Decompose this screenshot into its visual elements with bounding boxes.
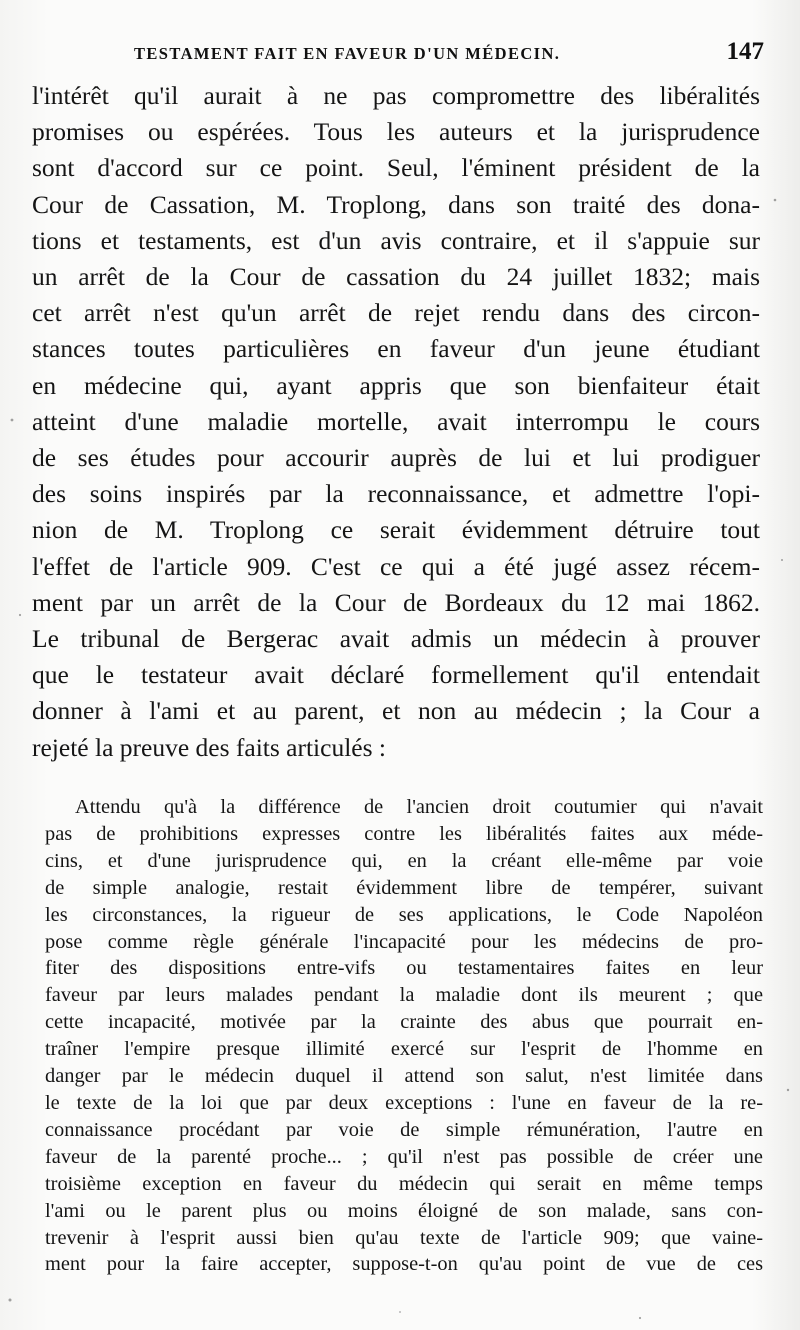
text-line: sont d'accord sur ce point. Seul, l'éminent président de la (32, 153, 760, 183)
text-line: des soins inspirés par la reconnaissance, et admettre l'opi- (32, 479, 760, 509)
text-line: cet arrêt n'est qu'un arrêt de rejet rendu dans des circon- (32, 298, 760, 328)
text-line: nion de M. Troplong ce serait évidemment détruire tout (32, 515, 760, 545)
quote-line: trevenir à l'esprit aussi bien qu'au texte de l'article 909; que vaine- (45, 1226, 763, 1249)
text-line: un arrêt de la Cour de cassation du 24 juillet 1832; mais (32, 262, 760, 292)
text-line: Le tribunal de Bergerac avait admis un médecin à prouver (32, 624, 760, 654)
text-line: donner à l'ami et au parent, et non au médecin ; la Cour a (32, 696, 760, 726)
main-paragraph (32, 78, 760, 766)
quote-line: cins, et d'une jurisprudence qui, en la créant elle-même par voie (45, 849, 763, 872)
text-line: rejeté la preuve des faits articulés : (32, 732, 386, 762)
text-line: promises ou espérées. Tous les auteurs et la jurisprudence (32, 117, 760, 147)
quote-line: faveur par leurs malades pendant la maladie dont ils meurent ; que (45, 984, 763, 1007)
quote-line: l'ami ou le parent plus ou moins éloigné de son malade, sans con- (45, 1199, 763, 1222)
quote-line: cette incapacité, motivée par la crainte des abus que pourrait en- (45, 1011, 763, 1034)
text-line: Cour de Cassation, M. Troplong, dans son traité des dona- (32, 189, 760, 219)
text-line: atteint d'une maladie mortelle, avait interrompu le cours (32, 406, 760, 436)
text-line: l'effet de l'article 909. C'est ce qui a été jugé assez récem- (32, 551, 760, 581)
text-line: l'intérêt qu'il aurait à ne pas compromettre des libéralités (32, 81, 760, 110)
quote-line: les circonstances, la rigueur de ses applications, le Code Napoléon (45, 903, 763, 926)
page-header (38, 30, 764, 70)
text-line: ment par un arrêt de la Cour de Bordeaux du 12 mai 1862. (32, 587, 760, 617)
quote-line: pas de prohibitions expresses contre les libéralités faites aux méde- (45, 822, 763, 845)
running-title: TESTAMENT FAIT EN FAVEUR D'UN MÉDECIN. (134, 44, 561, 63)
quote-line: faveur de la parenté proche... ; qu'il n'est pas possible de créer une (45, 1145, 763, 1168)
quoted-judgment (45, 794, 763, 1278)
text-line: tions et testaments, est d'un avis contraire, et il s'appuie sur (32, 225, 760, 255)
quote-line: traîner l'empire presque illimité exercé sur l'esprit de l'homme en (45, 1038, 763, 1061)
quote-line: ment pour la faire accepter, suppose-t-on qu'au point de vue de ces (45, 1253, 763, 1276)
quote-line: pose comme règle générale l'incapacité pour les médecins de pro- (45, 930, 763, 953)
quote-line: le texte de la loi que par deux exceptions : l'une en faveur de la re- (45, 1091, 763, 1114)
quote-line: troisième exception en faveur du médecin qui serait en même temps (45, 1172, 763, 1195)
text-line: de ses études pour accourir auprès de lui et lui prodiguer (32, 443, 760, 473)
quote-line: fiter des dispositions entre-vifs ou testamentaires faites en leur (45, 957, 763, 980)
quote-line: connaissance procédant par voie de simple rémunération, l'autre en (45, 1118, 763, 1141)
quote-line: danger par le médecin duquel il attend son salut, n'est limitée dans (45, 1065, 763, 1088)
quote-line: Attendu qu'à la différence de l'ancien droit coutumier qui n'avait (75, 796, 763, 818)
text-line: stances toutes particulières en faveur d'un jeune étudiant (32, 334, 760, 364)
page-number: 147 (726, 38, 764, 65)
quote-line: de simple analogie, restait évidemment libre de tempérer, suivant (45, 876, 763, 899)
text-line: que le testateur avait déclaré formellement qu'il entendait (32, 660, 760, 690)
text-line: en médecine qui, ayant appris que son bienfaiteur était (32, 370, 760, 400)
